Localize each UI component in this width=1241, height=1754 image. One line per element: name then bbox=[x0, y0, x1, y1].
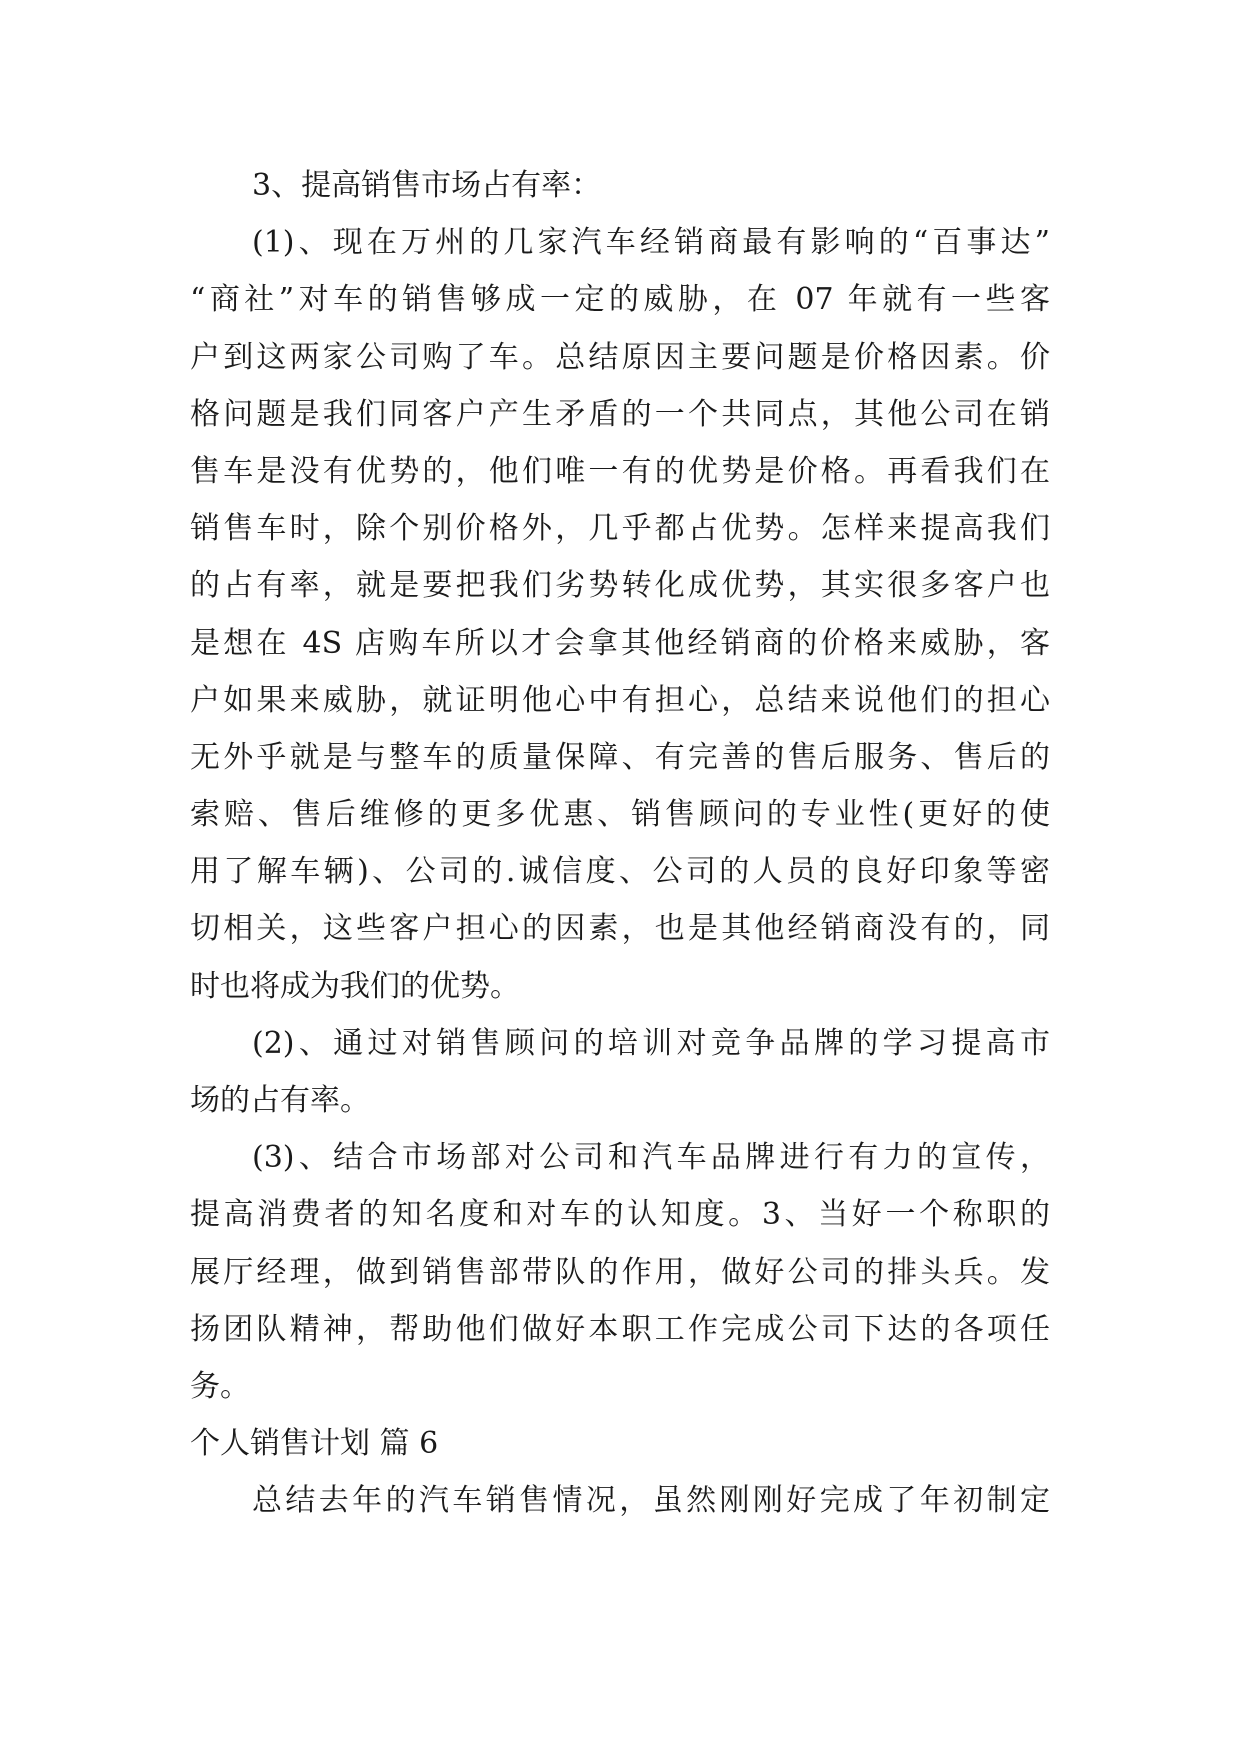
paragraph-line: 务。 bbox=[190, 1368, 250, 1404]
paragraph-line: 销售车时，除个别价格外，几乎都占优势。怎样来提高我们 bbox=[190, 511, 1050, 547]
paragraph-line: (2)、通过对销售顾问的培训对竞争品牌的学习提高市 bbox=[252, 1025, 1050, 1061]
paragraph-line: 扬团队精神，帮助他们做好本职工作完成公司下达的各项任 bbox=[190, 1311, 1050, 1347]
paragraph-line: 总结去年的汽车销售情况，虽然刚刚好完成了年初制定 bbox=[252, 1483, 1050, 1519]
paragraph-line: 的占有率，就是要把我们劣势转化成优势，其实很多客户也 bbox=[190, 568, 1050, 604]
paragraph-line: 索赔、售后维修的更多优惠、销售顾问的专业性(更好的使 bbox=[190, 797, 1050, 833]
paragraph-line: 户到这两家公司购了车。总结原因主要问题是价格因素。价 bbox=[190, 339, 1050, 375]
paragraph-line: 时也将成为我们的优势。 bbox=[190, 968, 520, 1004]
document-body bbox=[190, 157, 1050, 1530]
paragraph-line: 切相关，这些客户担心的因素，也是其他经销商没有的，同 bbox=[190, 911, 1050, 947]
paragraph-line: 场的占有率。 bbox=[190, 1083, 370, 1118]
paragraph-line: 售车是没有优势的，他们唯一有的优势是价格。再看我们在 bbox=[190, 453, 1050, 489]
section-heading-line: 3、提高销售市场占有率： bbox=[252, 168, 602, 203]
section-title: 个人销售计划 篇 6 bbox=[190, 1426, 439, 1462]
paragraph-line: (3)、结合市场部对公司和汽车品牌进行有力的宣传， bbox=[252, 1140, 1050, 1176]
paragraph-line: 是想在 4S 店购车所以才会拿其他经销商的价格来威胁，客 bbox=[190, 625, 1050, 661]
paragraph-line: 用了解车辆)、公司的.诚信度、公司的人员的良好印象等密 bbox=[190, 854, 1050, 890]
paragraph-line: 提高消费者的知名度和对车的认知度。3、当好一个称职的 bbox=[190, 1197, 1050, 1233]
paragraph-line: 格问题是我们同客户产生矛盾的一个共同点，其他公司在销 bbox=[190, 396, 1050, 432]
paragraph-line: “商社”对车的销售够成一定的威胁，在 07 年就有一些客 bbox=[190, 282, 1050, 318]
paragraph-line: (1)、现在万州的几家汽车经销商最有影响的“百事达” bbox=[252, 225, 1050, 261]
paragraph-line: 无外乎就是与整车的质量保障、有完善的售后服务、售后的 bbox=[190, 739, 1050, 775]
paragraph-line: 户如果来威胁，就证明他心中有担心，总结来说他们的担心 bbox=[190, 682, 1050, 718]
paragraph-line: 展厅经理，做到销售部带队的作用，做好公司的排头兵。发 bbox=[190, 1254, 1050, 1290]
